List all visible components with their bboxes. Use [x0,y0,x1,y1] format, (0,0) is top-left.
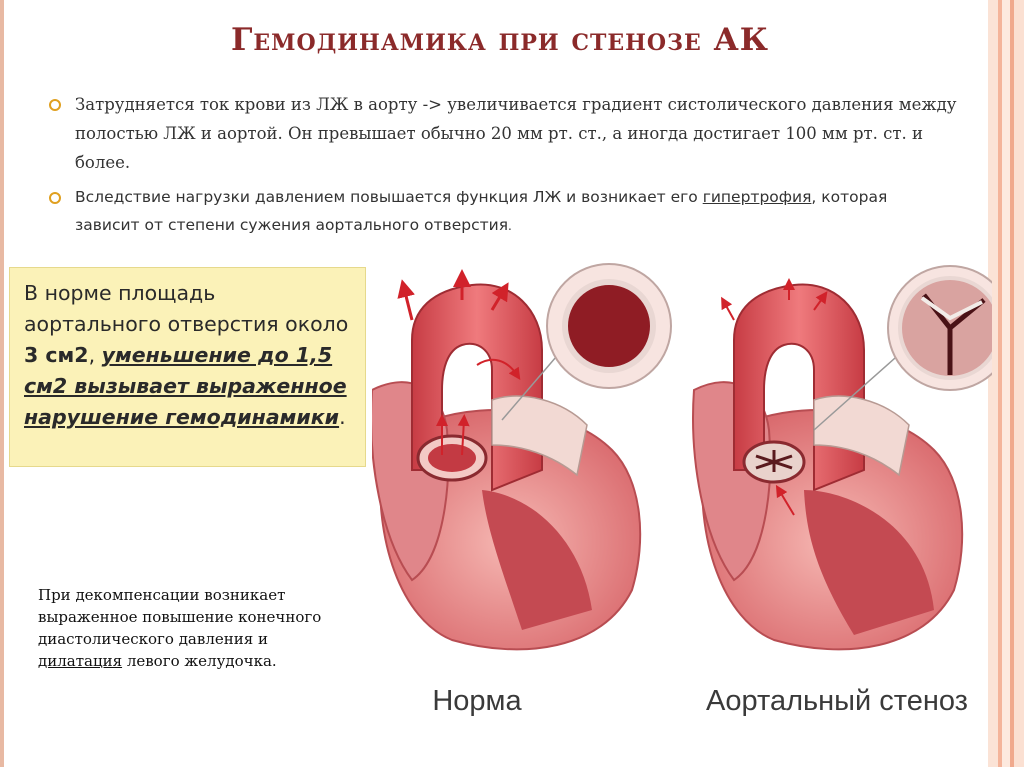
bullet-2: Вследствие нагрузки давлением повышается функция ЛЖ и возникает его гипертрофия, которая зависит от степени сужения аортального отверстия. [75,188,888,234]
slide-title: Гемодинамика при стенозе АК [231,22,769,58]
stenosis-heart [693,266,992,649]
bullet-1: Затрудняется ток крови из ЛЖ в аорту -> увеличивается градиент систолического давления между полостью ЛЖ и аортой. Он превышает обычно 20 мм рт. ст., а иногда достигает 100 мм рт. ст. и более. [75,95,957,172]
term-dilatation: дилатация [38,652,123,670]
term-hypertrophy: гипертрофия [702,188,812,206]
decorative-stripes [988,0,1024,767]
heart-illustration [372,240,992,752]
slide-border [0,0,4,767]
label-normal: Норма [432,685,522,717]
bullet-icon [49,192,61,204]
callout-box: В норме площадь аортального отверстия около 3 см2, уменьшение до 1,5 см2 вызывает выраженное нарушение гемодинамики. [9,267,366,467]
normal-heart [372,264,671,649]
label-stenosis: Аортальный стеноз [706,685,968,717]
bullet-icon [49,99,61,111]
decompensation-note: При декомпенсации возникает выраженное повышение конечного диастолического давления и дилатация левого желудочка. [38,586,322,670]
